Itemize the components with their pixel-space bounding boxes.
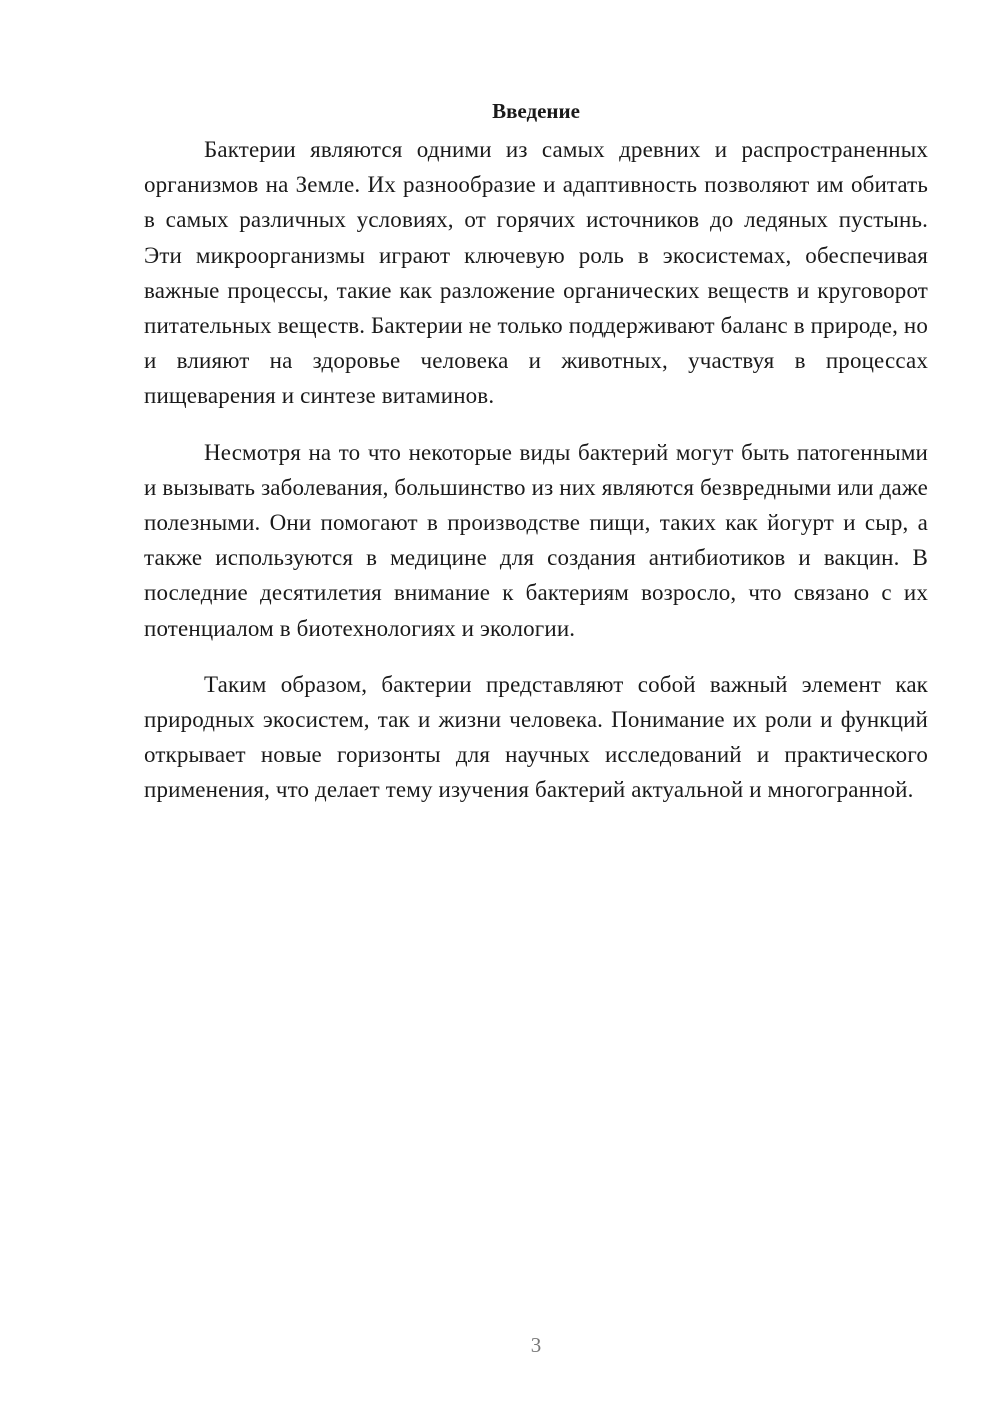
- page-number: 3: [530, 1333, 542, 1357]
- paragraph-3: Таким образом, бактерии представляют собой важный элемент как природных экосистем, так и жизни человека. Понимание их роли и функций открывает новые горизонты для научных исследований и практического применения, что делает тему изучения бактерий актуальной и многогранной.: [144, 671, 928, 803]
- page-content: [144, 96, 928, 829]
- section-title: Введение: [492, 99, 580, 123]
- paragraph-1: Бактерии являются одними из самых древних и распространенных организмов на Земле. Их разнообразие и адаптивность позволяют им обитать в самых различных условиях, от горячих источников до ледяных пустынь. Эти микроорганизмы играют ключевую роль в экосистемах, обеспечивая важные процессы, такие как разложение органических веществ и круговорот питательных веществ. Бактерии не только поддерживают баланс в природе, но и влияют на здоровье человека и животных, участвуя в процессах пищеварения и синтезе витаминов.: [144, 137, 928, 409]
- paragraph-2: Несмотря на то что некоторые виды бактерий могут быть патогенными и вызывать заболевания, большинство из них являются безвредными или даже полезными. Они помогают в производстве пищи, таких как йогурт и сыр, а также используются в медицине для создания антибиотиков и вакцин. В последние десятилетия внимание к бактериям возросло, что связано с их потенциалом в биотехнологиях и экологии.: [144, 439, 928, 641]
